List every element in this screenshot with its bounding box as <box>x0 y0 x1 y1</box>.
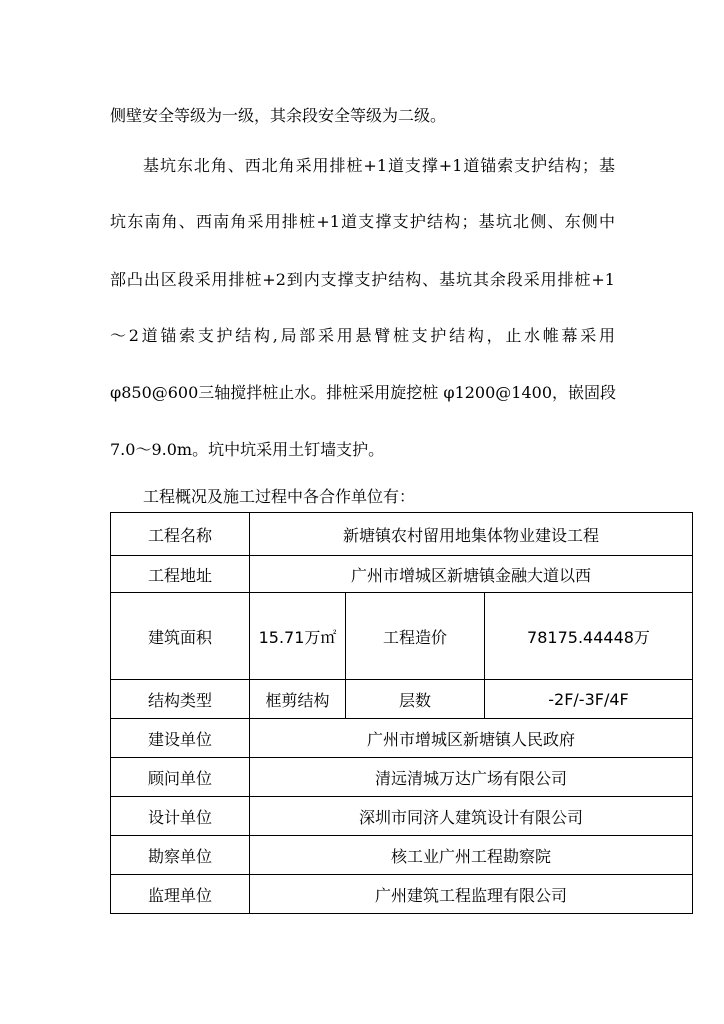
table-row <box>111 593 693 680</box>
row-label: 勘察单位 <box>111 836 250 875</box>
table-row <box>111 680 693 719</box>
row-value: 广州市增城区新塘镇金融大道以西 <box>250 556 693 593</box>
row-label: 工程造价 <box>346 593 485 680</box>
row-value: -2F/-3F/4F <box>485 680 693 719</box>
table-row <box>111 513 693 556</box>
row-value: 核工业广州工程勘察院 <box>250 836 693 875</box>
paragraph-line: 侧壁安全等级为一级，其余段安全等级为二级。 <box>110 106 447 125</box>
row-label: 层数 <box>346 680 485 719</box>
table-row <box>111 836 693 875</box>
row-label: 顾问单位 <box>111 758 250 797</box>
row-value: 框剪结构 <box>250 680 346 719</box>
row-label: 监理单位 <box>111 875 250 914</box>
paragraph-line: ～2道锚索支护结构,局部采用悬臂桩支护结构，止水帷幕采用 <box>110 326 615 345</box>
table-row <box>111 797 693 836</box>
paragraph-line: 部凸出区段采用排桩+2到内支撑支护结构、基坑其余段采用排桩+1 <box>110 270 615 289</box>
row-value: 广州市增城区新塘镇人民政府 <box>250 719 693 758</box>
row-label: 建筑面积 <box>111 593 250 680</box>
table-row <box>111 719 693 758</box>
row-value: 清远清城万达广场有限公司 <box>250 758 693 797</box>
row-label: 建设单位 <box>111 719 250 758</box>
row-value: 广州建筑工程监理有限公司 <box>250 875 693 914</box>
paragraph-line: 基坑东北角、西北角采用排桩+1道支撑+1道锚索支护结构；基 <box>143 156 615 175</box>
table-row <box>111 875 693 914</box>
row-value: 78175.44448万 <box>485 593 693 680</box>
project-info-table <box>110 512 693 914</box>
row-value: 深圳市同济人建筑设计有限公司 <box>250 797 693 836</box>
row-value: 15.71万㎡ <box>250 593 346 680</box>
paragraph-line: 7.0～9.0m。坑中坑采用土钉墙支护。 <box>110 440 385 459</box>
row-label: 工程名称 <box>111 513 250 556</box>
table-row <box>111 556 693 593</box>
paragraph-line: φ850@600三轴搅拌桩止水。排桩采用旋挖桩 φ1200@1400，嵌固段 <box>110 383 617 402</box>
paragraph-line: 坑东南角、西南角采用排桩+1道支撑支护结构；基坑北侧、东侧中 <box>110 212 615 231</box>
row-label: 设计单位 <box>111 797 250 836</box>
row-value: 新塘镇农村留用地集体物业建设工程 <box>250 513 693 556</box>
table-row <box>111 758 693 797</box>
table-intro: 工程概况及施工过程中各合作单位有： <box>143 487 416 506</box>
row-label: 结构类型 <box>111 680 250 719</box>
row-label: 工程地址 <box>111 556 250 593</box>
